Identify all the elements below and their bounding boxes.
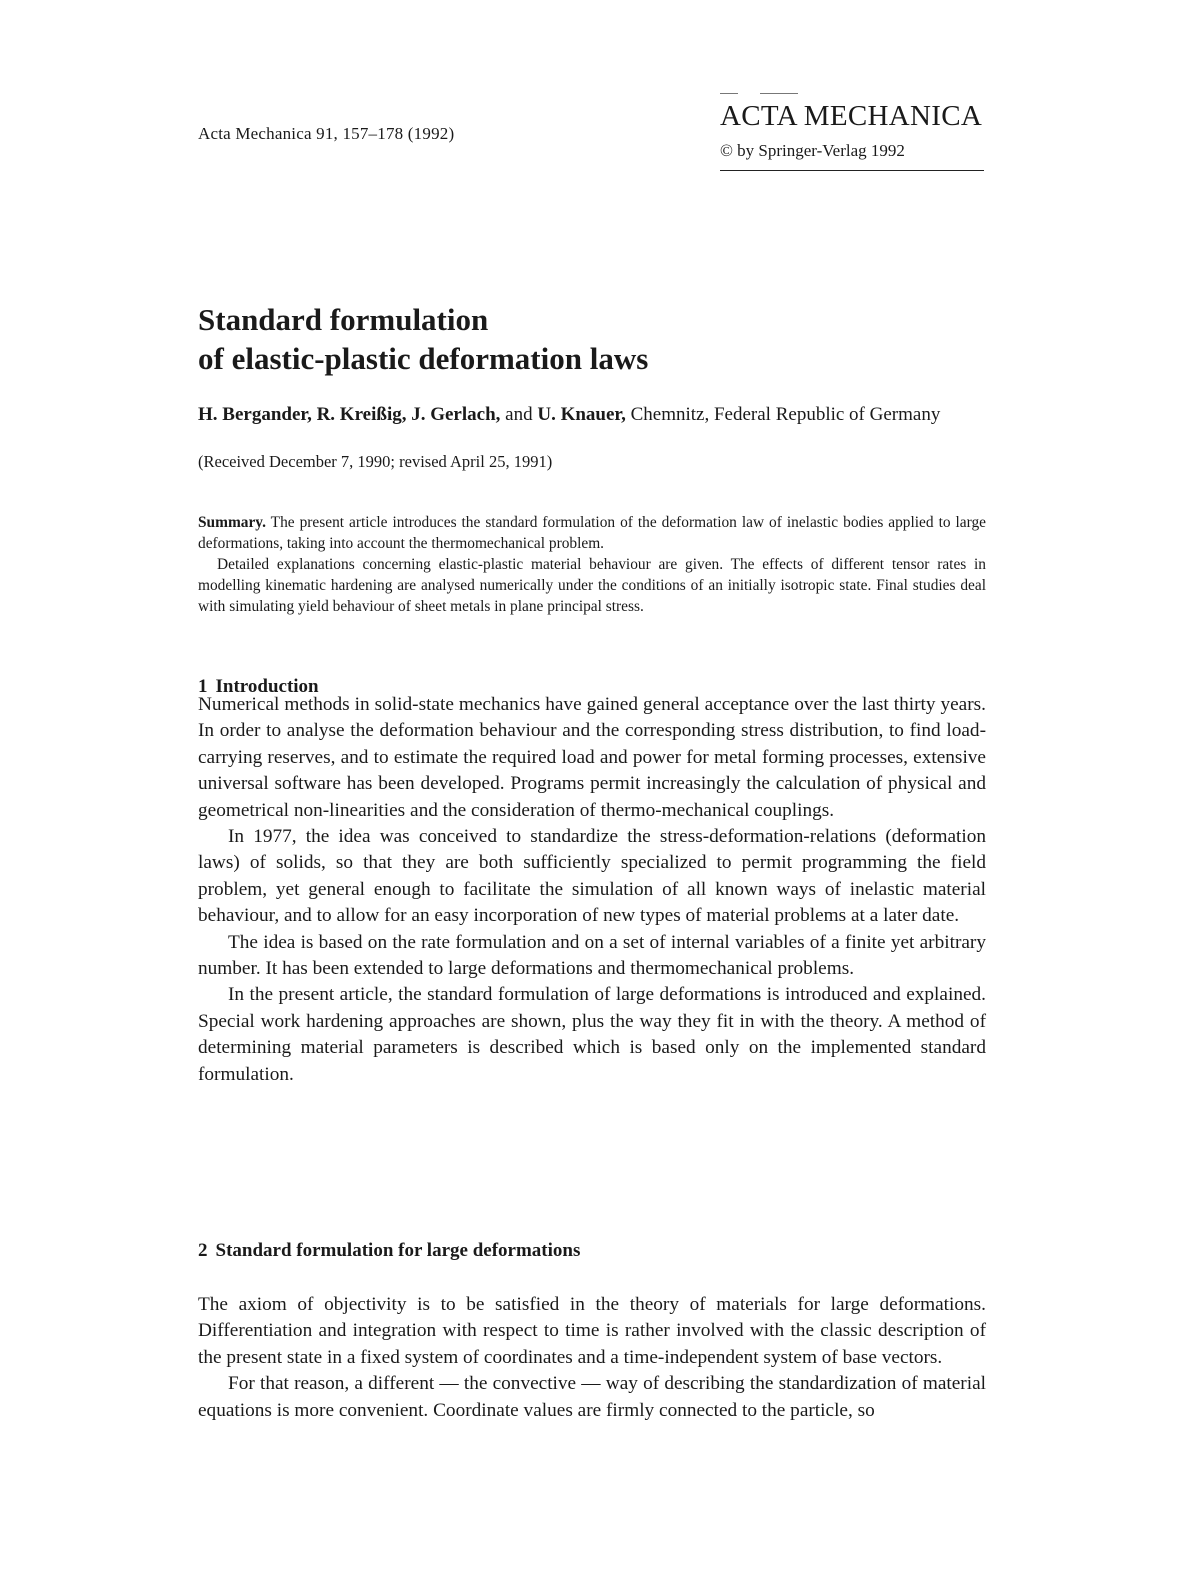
title-line-2: of elastic-plastic deformation laws — [198, 341, 649, 376]
section-2-paragraph-1: The axiom of objectivity is to be satisfied in the theory of materials for large deformations. Differentiation and integration with respect to time is rather involved with the classic description of the present state in a fixed system of coordinates and a time-independent system of base vectors. — [198, 1294, 986, 1368]
section-1-number: 1 — [198, 676, 208, 697]
summary-paragraph-1 — [198, 512, 986, 554]
paper-title — [198, 300, 648, 378]
title-line-1: Standard formulation — [198, 302, 489, 337]
section-1-title: Introduction — [215, 676, 319, 697]
section-1-paragraph-1: Numerical methods in solid-state mechanics have gained general acceptance over the last thirty years. In order to analyse the deformation behaviour and the corresponding stress distribution, to find load-carrying reserves, and to estimate the required load and power for metal forming processes, extensive universal software has been developed. Programs permit increasingly the calculation of physical and geometrical non-linearities and the consideration of thermo-mechanical couplings. — [198, 694, 986, 821]
summary-paragraph-2: Detailed explanations concerning elastic-plastic material behaviour are given. The effects of different tensor rates in modelling kinematic hardening are analysed numerically under the conditions of an initially isotropic state. Final studies deal with simulating yield behaviour of sheet metals in plane principal stress. — [198, 556, 986, 615]
author-conjunction: and — [500, 404, 538, 425]
section-2-title: Standard formulation for large deformations — [215, 1240, 581, 1261]
masthead-rule — [720, 170, 984, 171]
author-affiliation: Chemnitz, Federal Republic of Germany — [625, 404, 941, 425]
section-1-paragraph-4: In the present article, the standard formulation of large deformations is introduced and explained. Special work hardening approaches are shown, plus the way they fit in with the theory. A method of determining material parameters is described which is based only on the implemented standard formulation. — [198, 984, 986, 1085]
received-dates: (Received December 7, 1990; revised April 25, 1991) — [198, 452, 553, 471]
author-line — [198, 404, 940, 426]
summary-label: Summary. — [198, 514, 266, 531]
summary-text-1: The present article introduces the standard formulation of the deformation law of inelastic bodies applied to large deformations, taking into account the thermomechanical problem. — [198, 514, 986, 552]
copyright-line: © by Springer-Verlag 1992 — [720, 141, 905, 160]
section-2-body — [198, 1292, 986, 1424]
section-2-paragraph-2: For that reason, a different — the convective — way of describing the standardization of material equations is more convenient. Coordinate values are firmly connected to the particle, so — [198, 1373, 986, 1421]
author-names: H. Bergander, R. Kreißig, J. Gerlach, — [198, 404, 501, 425]
author-last: U. Knauer, — [537, 404, 626, 425]
section-2-number: 2 — [198, 1240, 208, 1261]
section-2-heading — [198, 1240, 580, 1262]
journal-name: ACTA MECHANICA — [720, 100, 983, 132]
journal-citation: Acta Mechanica 91, 157–178 (1992) — [198, 124, 455, 143]
section-1-paragraph-3: The idea is based on the rate formulation and on a set of internal variables of a finite yet arbitrary number. It has been extended to large deformations and thermomechanical problems. — [198, 931, 986, 980]
summary-block — [198, 512, 986, 617]
masthead-dashes — [720, 90, 800, 96]
section-1-paragraph-2: In 1977, the idea was conceived to standardize the stress-deformation-relations (deformation laws) of solids, so that they are both sufficiently specialized to permit programming the field problem, yet general enough to facilitate the simulation of all known ways of inelastic material behaviour, and to allow for an easy incorporation of new types of material problems at a later date. — [198, 826, 986, 927]
section-1-body — [198, 692, 986, 1088]
